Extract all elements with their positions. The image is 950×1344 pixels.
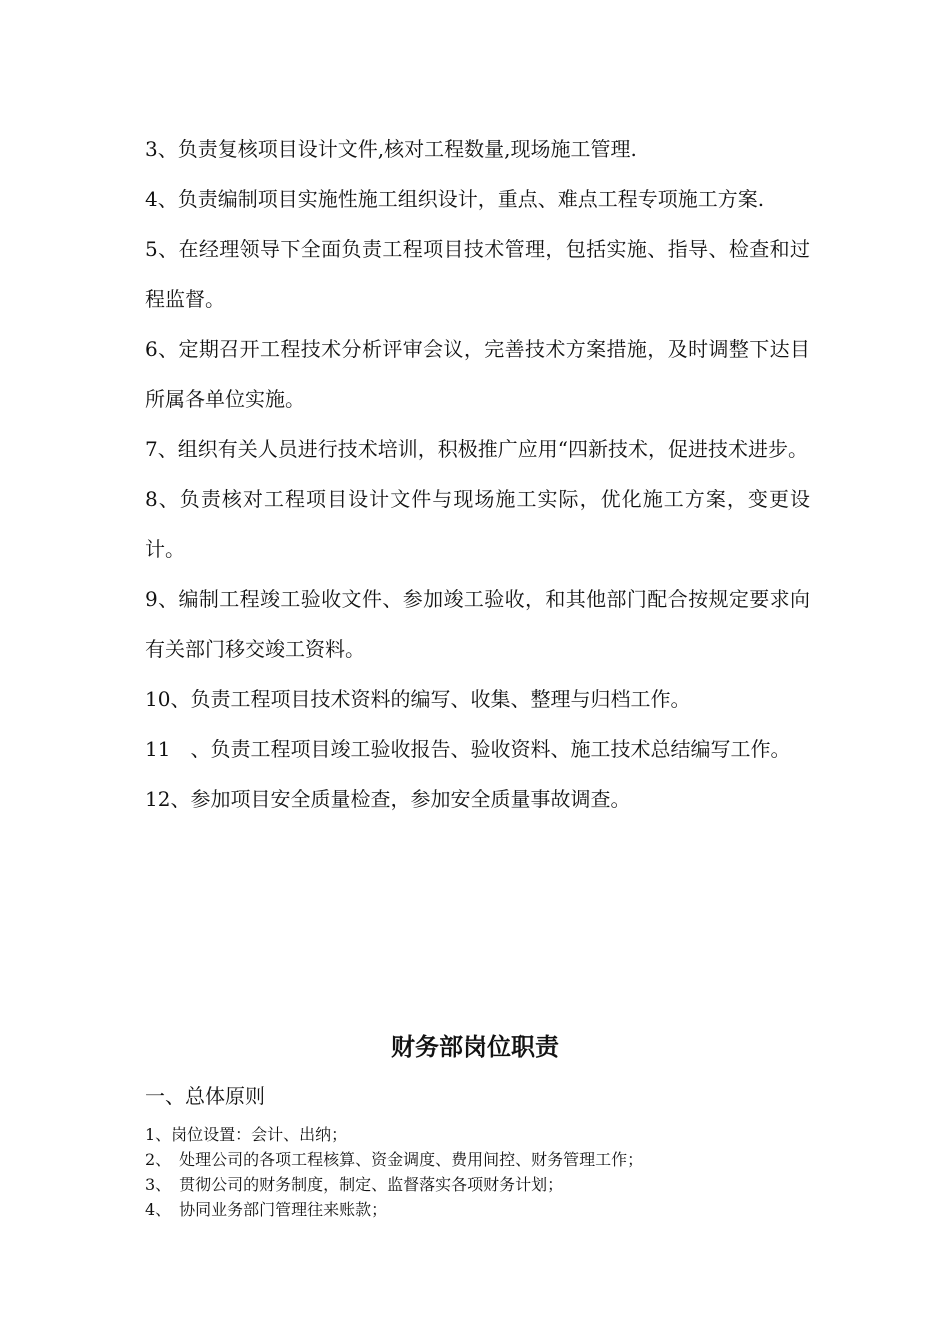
principle-item-2: 2、 处理公司的各项工程核算、资金调度、费用间控、财务管理工作； [145, 1150, 644, 1169]
duty-item-4: 4、负责编制项目实施性施工组织设计，重点、难点工程专项施工方案. [145, 187, 765, 211]
duty-item-6: 6、定期召开工程技术分析评审会议，完善技术方案措施，及时调整下达目所属各单位实施。 [145, 337, 810, 411]
duty-item-5: 5、在经理领导下全面负责工程项目技术管理，包括实施、指导、检查和过程监督。 [145, 237, 810, 311]
section-subheading: 一、总体原则 [145, 1084, 265, 1108]
principle-item-4: 4、 协同业务部门管理往来账款； [145, 1200, 388, 1219]
principle-item-3: 3、 贯彻公司的财务制度，制定、监督落实各项财务计划； [145, 1175, 564, 1194]
duty-item-8: 8、负责核对工程项目设计文件与现场施工实际，优化施工方案，变更设计。 [145, 487, 810, 561]
duty-item-9: 9、编制工程竣工验收文件、参加竣工验收，和其他部门配合按规定要求向有关部门移交竣工资料。 [145, 587, 810, 661]
duty-item-3: 3、负责复核项目设计文件,核对工程数量,现场施工管理. [145, 137, 637, 161]
duty-item-11: 11 、负责工程项目竣工验收报告、验收资料、施工技术总结编写工作。 [145, 737, 791, 761]
duty-item-12: 12、参加项目安全质量检查，参加安全质量事故调查。 [145, 787, 631, 811]
duty-item-7: 7、组织有关人员进行技术培训，积极推广应用“四新技术，促进技术进步。 [145, 437, 808, 461]
duty-item-10: 10、负责工程项目技术资料的编写、收集、整理与归档工作。 [145, 687, 691, 711]
section-title: 财务部岗位职责 [391, 1032, 559, 1061]
principle-item-1: 1、岗位设置：会计、出纳； [145, 1125, 348, 1144]
principle-list [145, 1122, 810, 1222]
duty-list [145, 124, 810, 824]
